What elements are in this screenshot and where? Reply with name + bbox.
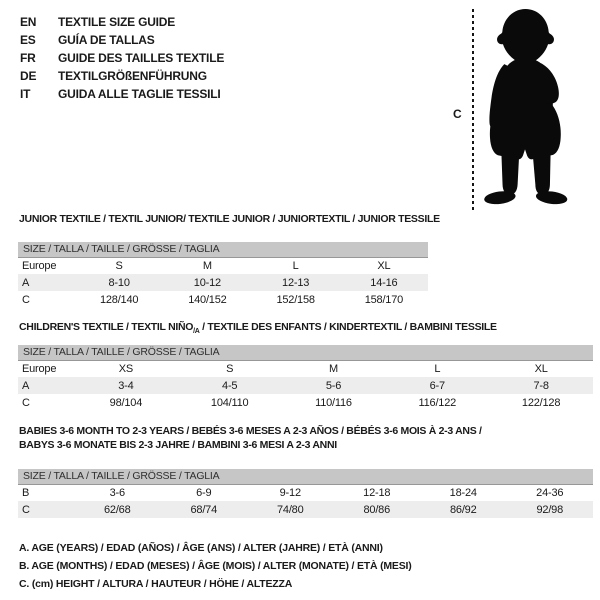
size-cell: 152/158 xyxy=(276,293,315,306)
footnote-c: C. (cm) HEIGHT / ALTURA / HAUTEUR / HÖHE / ALTEZZA xyxy=(19,578,293,590)
row-label: B xyxy=(22,486,30,499)
size-cell: 80/86 xyxy=(334,501,421,518)
language-row-en xyxy=(20,13,224,31)
row-label: C xyxy=(22,293,30,306)
size-cell: S xyxy=(226,362,234,375)
language-row-es xyxy=(20,31,224,49)
size-cell: XL xyxy=(534,362,548,375)
size-header-text: SIZE / TALLA / TAILLE / GRÖSSE / TAGLIA xyxy=(18,345,593,360)
table-row xyxy=(18,274,428,291)
size-cell: M xyxy=(202,259,212,272)
language-label: TEXTILGRÖßENFÜHRUNG xyxy=(58,69,207,83)
row-label: C xyxy=(22,396,30,409)
language-row-de xyxy=(20,67,224,85)
row-label: C xyxy=(18,501,74,518)
language-code: DE xyxy=(20,69,37,83)
size-header-band xyxy=(18,242,428,257)
baby-silhouette-icon xyxy=(478,8,573,210)
row-label: A xyxy=(18,274,75,291)
size-cell: 6-7 xyxy=(385,377,489,394)
size-cell: 10-12 xyxy=(163,274,251,291)
size-cell: M xyxy=(329,362,338,375)
size-cell: 74/80 xyxy=(247,501,334,518)
size-cell: 122/128 xyxy=(521,396,561,409)
height-measure-figure xyxy=(450,6,580,216)
language-code: EN xyxy=(20,15,37,29)
size-header-text: SIZE / TALLA / TAILLE / GRÖSSE / TAGLIA xyxy=(18,242,428,257)
babies-section-title xyxy=(19,424,482,452)
junior-size-table xyxy=(18,242,428,308)
size-header-band xyxy=(18,469,593,484)
footnote-b: B. AGE (MONTHS) / EDAD (MESES) / ÂGE (MOIS) / ALTER (MONATE) / ETÀ (MESI) xyxy=(19,560,412,572)
language-label: GUIDA ALLE TAGLIE TESSILI xyxy=(58,87,221,101)
size-cell: 5-6 xyxy=(282,377,386,394)
children-section-title xyxy=(19,321,497,335)
size-cell: 18-24 xyxy=(449,486,477,499)
language-list xyxy=(20,13,224,103)
height-measure-label: C xyxy=(453,107,462,121)
language-label: TEXTILE SIZE GUIDE xyxy=(58,15,176,29)
size-cell: 140/152 xyxy=(188,293,227,306)
size-cell: 128/140 xyxy=(99,293,139,306)
size-cell: 4-5 xyxy=(178,377,282,394)
size-cell: 92/98 xyxy=(507,501,594,518)
size-cell: 9-12 xyxy=(279,486,301,499)
size-cell: 6-9 xyxy=(196,486,212,499)
table-row xyxy=(18,484,593,501)
size-cell: 68/74 xyxy=(161,501,248,518)
size-cell: S xyxy=(115,259,123,272)
table-row xyxy=(18,501,593,518)
table-row xyxy=(18,377,593,394)
size-header-band xyxy=(18,345,593,360)
size-cell: 14-16 xyxy=(340,274,428,291)
children-title-post: / TEXTILE DES ENFANTS / KINDERTEXTIL / BAMBINI TESSILE xyxy=(199,321,497,333)
size-cell: 12-13 xyxy=(252,274,340,291)
junior-section-title: JUNIOR TEXTILE / TEXTIL JUNIOR/ TEXTILE JUNIOR / JUNIORTEXTIL / JUNIOR TESSILE xyxy=(19,213,440,225)
children-size-table xyxy=(18,345,593,411)
size-cell: 3-4 xyxy=(74,377,178,394)
table-row xyxy=(18,257,428,274)
size-cell: 8-10 xyxy=(75,274,163,291)
language-row-it xyxy=(20,85,224,103)
language-label: GUÍA DE TALLAS xyxy=(58,33,155,47)
children-title-pre: CHILDREN'S TEXTILE / TEXTIL NIÑO xyxy=(19,321,194,333)
row-label: Europe xyxy=(22,259,57,272)
language-code: ES xyxy=(20,33,36,47)
babies-title-line2: BABYS 3-6 MONATE BIS 2-3 JAHRE / BAMBINI 3-6 MESI A 2-3 ANNI xyxy=(19,439,337,451)
language-code: FR xyxy=(20,51,36,65)
language-code: IT xyxy=(20,87,31,101)
size-cell: XL xyxy=(377,259,391,272)
size-cell: 12-18 xyxy=(363,486,391,499)
size-cell: 3-6 xyxy=(109,486,125,499)
babies-size-table xyxy=(18,469,593,518)
size-cell: XS xyxy=(118,362,134,375)
size-cell: L xyxy=(434,362,441,375)
size-cell: 104/110 xyxy=(210,396,249,409)
size-cell: 158/170 xyxy=(364,293,404,306)
language-label: GUIDE DES TAILLES TEXTILE xyxy=(58,51,225,65)
row-label: Europe xyxy=(22,362,57,375)
babies-title-line1: BABIES 3-6 MONTH TO 2-3 YEARS / BEBÉS 3-6 MESES A 2-3 AÑOS / BÉBÉS 3-6 MOIS À 2-3 ANS / xyxy=(19,425,482,437)
footnotes xyxy=(19,539,412,593)
size-cell: 24-36 xyxy=(536,486,564,499)
row-label: A xyxy=(18,377,74,394)
height-dashed-line xyxy=(472,9,474,211)
size-header-text: SIZE / TALLA / TAILLE / GRÖSSE / TAGLIA xyxy=(18,469,593,484)
size-cell: 62/68 xyxy=(74,501,161,518)
size-cell: 7-8 xyxy=(489,377,593,394)
table-row xyxy=(18,291,428,308)
size-cell: 98/104 xyxy=(109,396,143,409)
footnote-a: A. AGE (YEARS) / EDAD (AÑOS) / ÂGE (ANS) / ALTER (JAHRE) / ETÀ (ANNI) xyxy=(19,542,383,554)
size-cell: 116/122 xyxy=(418,396,457,409)
language-row-fr xyxy=(20,49,224,67)
size-cell: L xyxy=(292,259,299,272)
size-cell: 86/92 xyxy=(420,501,507,518)
table-row xyxy=(18,394,593,411)
children-title-subscript: /A xyxy=(193,328,200,336)
size-cell: 110/116 xyxy=(315,396,352,409)
table-row xyxy=(18,360,593,377)
